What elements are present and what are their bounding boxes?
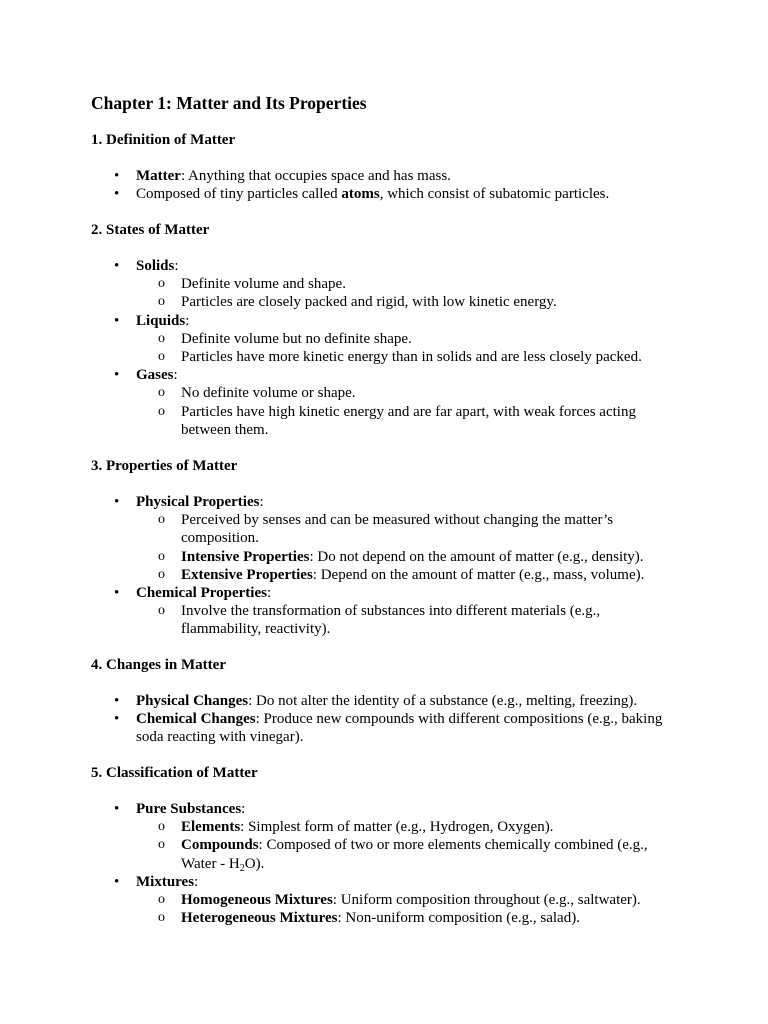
sub-item xyxy=(136,818,691,836)
section-states xyxy=(91,221,691,439)
definition: : Do not alter the identity of a substance (e.g., melting, freezing). xyxy=(248,693,638,709)
bullet-list xyxy=(91,692,691,747)
sub-item xyxy=(136,566,691,584)
bullet-list xyxy=(91,167,691,203)
term: Solids xyxy=(136,258,175,274)
term: Heterogeneous Mixtures xyxy=(181,910,338,927)
text: : Uniform composition throughout (e.g., saltwater). xyxy=(332,892,641,909)
sub-list xyxy=(136,330,691,366)
term: Intensive Properties xyxy=(181,548,310,565)
section-changes xyxy=(91,656,691,747)
list-item xyxy=(91,692,691,710)
text: : Depend on the amount of matter (e.g., mass, volume). xyxy=(312,566,645,583)
section-heading: 2. States of Matter xyxy=(91,222,210,238)
colon: : xyxy=(266,585,272,602)
term: Extensive Properties xyxy=(181,566,313,583)
sub-item: o Perceived by senses and can be measured without changing the matter’s composition. xyxy=(136,511,691,547)
section-heading: 5. Classification of Matter xyxy=(91,765,258,781)
term: Physical Changes xyxy=(136,693,249,709)
sub-item: o Particles have more kinetic energy than in solids and are less closely packed. xyxy=(136,348,691,366)
term: Compounds xyxy=(181,837,259,854)
list-item xyxy=(91,257,691,312)
text: O). xyxy=(244,855,265,872)
text: : Simplest form of matter (e.g., Hydrogen, Oxygen). xyxy=(240,819,554,836)
bullet-list xyxy=(91,257,691,439)
sub-list xyxy=(136,818,691,873)
text: Composed of tiny particles called xyxy=(136,186,342,203)
definition: : Produce new compounds with different compositions (e.g., baking soda reacting with vinegar). xyxy=(136,711,663,746)
list-item xyxy=(91,312,691,367)
list-item xyxy=(91,167,691,185)
text: : Composed of two or more elements chemically combined (e.g., Water - H xyxy=(181,837,648,872)
list-item xyxy=(91,584,691,639)
sub-item: o Involve the transformation of substances into different materials (e.g., flammability, reactivity). xyxy=(136,602,691,638)
term: Physical Properties xyxy=(136,494,260,510)
colon: : xyxy=(173,367,178,384)
colon: : xyxy=(185,312,190,329)
list-item xyxy=(91,493,691,584)
section-properties xyxy=(91,457,691,639)
sub-item: o Definite volume and shape. xyxy=(136,275,691,293)
chapter-title: Chapter 1: Matter and Its Properties xyxy=(91,93,367,113)
sub-list xyxy=(136,602,691,638)
term: Matter xyxy=(136,168,181,184)
text: : Do not depend on the amount of matter (e.g., density). xyxy=(309,548,644,565)
term: Chemical Changes xyxy=(136,711,256,728)
term: Homogeneous Mixtures xyxy=(181,892,333,909)
colon: : xyxy=(194,873,199,890)
sub-item: o Definite volume but no definite shape. xyxy=(136,330,691,348)
list-item xyxy=(91,800,691,873)
term: Chemical Properties xyxy=(136,585,267,602)
sub-list xyxy=(136,511,691,584)
list-item xyxy=(91,710,691,746)
term: Elements xyxy=(181,819,241,836)
definition: : Anything that occupies space and has mass. xyxy=(180,168,451,184)
section-heading: 1. Definition of Matter xyxy=(91,132,236,148)
sub-list xyxy=(136,891,691,927)
list-item xyxy=(91,873,691,928)
sub-list xyxy=(136,275,691,311)
term: Mixtures xyxy=(136,873,195,890)
list-item xyxy=(91,185,691,203)
section-heading: 3. Properties of Matter xyxy=(91,458,238,474)
section-classification xyxy=(91,764,691,927)
sub-item: o Particles have high kinetic energy and are far apart, with weak forces acting between them. xyxy=(136,403,691,439)
sub-item: o No definite volume or shape. xyxy=(136,384,691,402)
sub-item xyxy=(136,548,691,566)
colon: : xyxy=(174,258,179,274)
list-item xyxy=(91,366,691,439)
term: Pure Substances xyxy=(136,801,242,817)
sub-item xyxy=(136,891,691,909)
text: : Non-uniform composition (e.g., salad). xyxy=(337,910,580,927)
section-definition xyxy=(91,131,691,203)
colon: : xyxy=(259,494,264,510)
bullet-list xyxy=(91,493,691,639)
colon: : xyxy=(241,801,246,817)
term: atoms xyxy=(341,186,380,203)
bullet-list xyxy=(91,800,691,927)
section-heading: 4. Changes in Matter xyxy=(91,657,226,673)
term: Gases xyxy=(136,367,174,384)
subscript: 2 xyxy=(239,862,245,874)
sub-list xyxy=(136,384,691,439)
text: , which consist of subatomic particles. xyxy=(379,186,610,203)
sub-item xyxy=(136,836,691,872)
sub-item xyxy=(136,909,691,927)
sub-item: o Particles are closely packed and rigid, with low kinetic energy. xyxy=(136,293,691,311)
term: Liquids xyxy=(136,312,186,329)
